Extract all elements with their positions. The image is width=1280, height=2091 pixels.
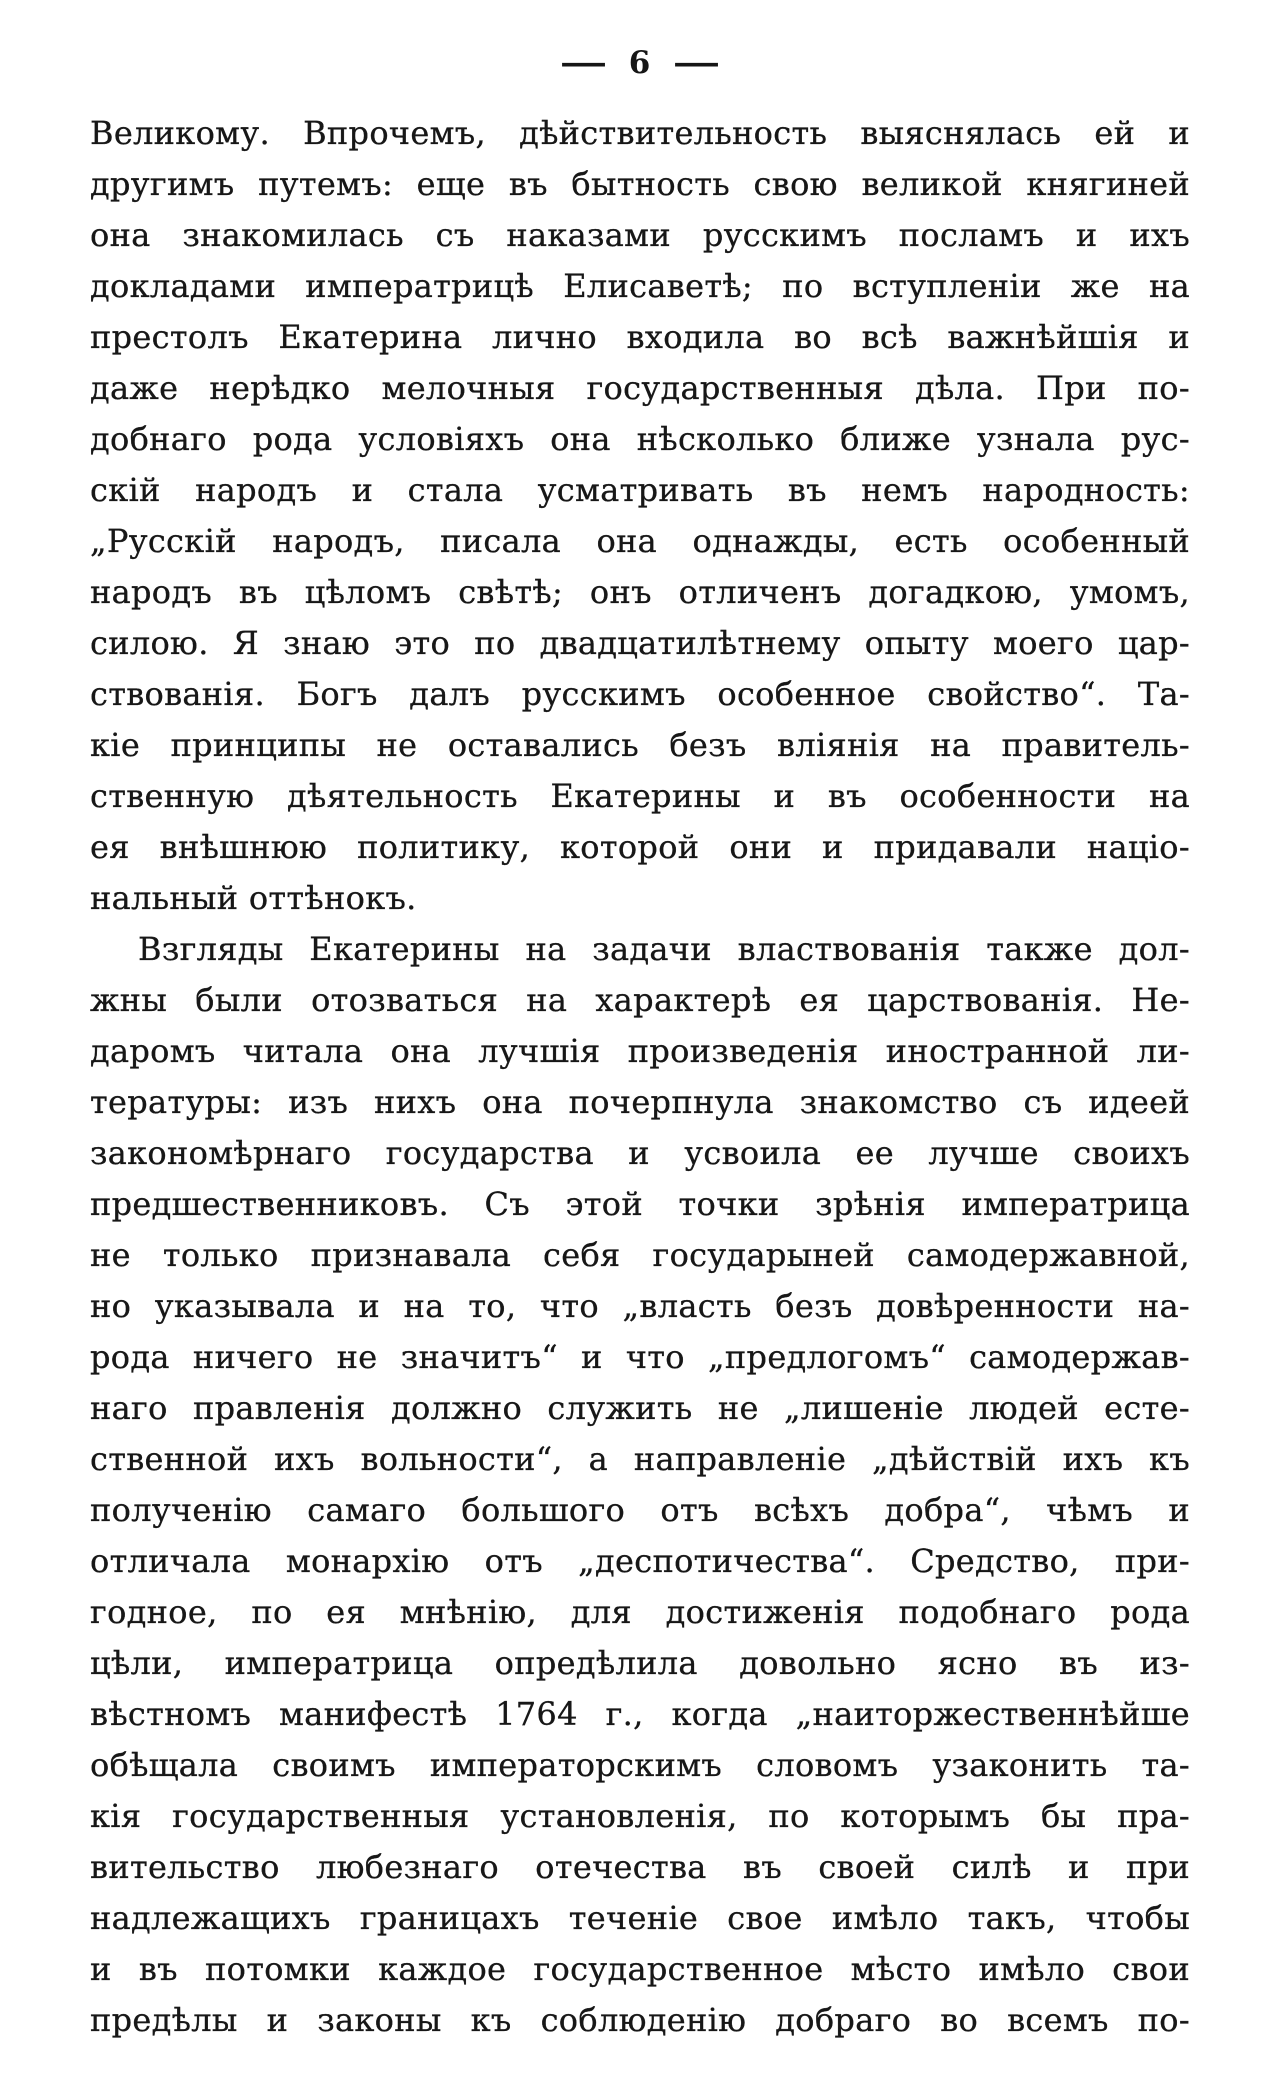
text-line: ея внѣшнюю политику, которой они и придавали націо- [90,828,1190,866]
text-line: предшественниковъ. Съ этой точки зрѣнія императрица [90,1185,1190,1223]
text-line: „Русскій народъ, писала она однажды, есть особенный [90,522,1190,560]
text-line: она знакомилась съ наказами русскимъ посламъ и ихъ [90,216,1190,254]
text-line: даже нерѣдко мелочныя государственныя дѣла. При по- [90,369,1190,407]
text-line: рода ничего не значитъ“ и что „предлогомъ“ самодержав- [90,1338,1190,1376]
text-line: обѣщала своимъ императорскимъ словомъ узаконить та- [90,1746,1190,1784]
text-line: вѣстномъ манифестѣ 1764 г., когда „наиторжественнѣйше [90,1695,1190,1733]
text-line: ственной ихъ вольности“, а направленіе „дѣйствій ихъ къ [90,1440,1190,1478]
text-line: не только признавала себя государыней самодержавной, [90,1236,1190,1274]
text-line: Взгляды Екатерины на задачи властвованія также дол- [138,930,1190,968]
text-line: другимъ путемъ: еще въ бытность свою великой княгиней [90,165,1190,203]
text-line: ствованія. Богъ далъ русскимъ особенное свойство“. Та- [90,675,1190,713]
text-line: предѣлы и законы къ соблюденію добраго во всемъ по- [90,2001,1190,2039]
text-line: добнаго рода условіяхъ она нѣсколько ближе узнала рус- [90,420,1190,458]
header-dash-left: — [559,45,608,81]
text-line: тературы: изъ нихъ она почерпнула знакомство съ идеей [90,1083,1190,1121]
text-line: вительство любезнаго отечества въ своей силѣ и при [90,1848,1190,1886]
text-line: наго правленія должно служить не „лишеніе людей есте- [90,1389,1190,1427]
text-line: отличала монархію отъ „деспотичества“. Средство, при- [90,1542,1190,1580]
text-line: даромъ читала она лучшія произведенія иностранной ли- [90,1032,1190,1070]
text-line: цѣли, императрица опредѣлила довольно ясно въ из- [90,1644,1190,1682]
text-line: скій народъ и стала усматривать въ немъ народность: [90,471,1190,509]
text-line: ственную дѣятельность Екатерины и въ особенности на [90,777,1190,815]
header-dash-right: — [672,45,721,81]
text-line: закономѣрнаго государства и усвоила ее лучше своихъ [90,1134,1190,1172]
text-line: и въ потомки каждое государственное мѣсто имѣло свои [90,1950,1190,1988]
page-number: 6 [628,45,652,81]
page-header [90,42,1190,84]
text-line: но указывала и на то, что „власть безъ довѣренности на- [90,1287,1190,1325]
text-line: нальный оттѣнокъ. [90,879,417,917]
text-line: годное, по ея мнѣнію, для достиженія подобнаго рода [90,1593,1190,1631]
text-line: престолъ Екатерина лично входила во всѣ важнѣйшія и [90,318,1190,356]
text-line: надлежащихъ границахъ теченіе свое имѣло такъ, чтобы [90,1899,1190,1937]
text-line: кія государственныя установленія, по которымъ бы пра- [90,1797,1190,1835]
text-line: жны были отозваться на характерѣ ея царствованія. Не- [90,981,1190,1019]
text-line: Великому. Впрочемъ, дѣйствительность выяснялась ей и [90,114,1190,152]
text-line: силою. Я знаю это по двадцатилѣтнему опыту моего цар- [90,624,1190,662]
text-line: полученію самаго большого отъ всѣхъ добра“, чѣмъ и [90,1491,1190,1529]
body-text [90,108,1190,2046]
text-line: народъ въ цѣломъ свѣтѣ; онъ отличенъ догадкою, умомъ, [90,573,1190,611]
text-line: кіе принципы не оставались безъ вліянія на правитель- [90,726,1190,764]
text-line: докладами императрицѣ Елисаветѣ; по вступленіи же на [90,267,1190,305]
